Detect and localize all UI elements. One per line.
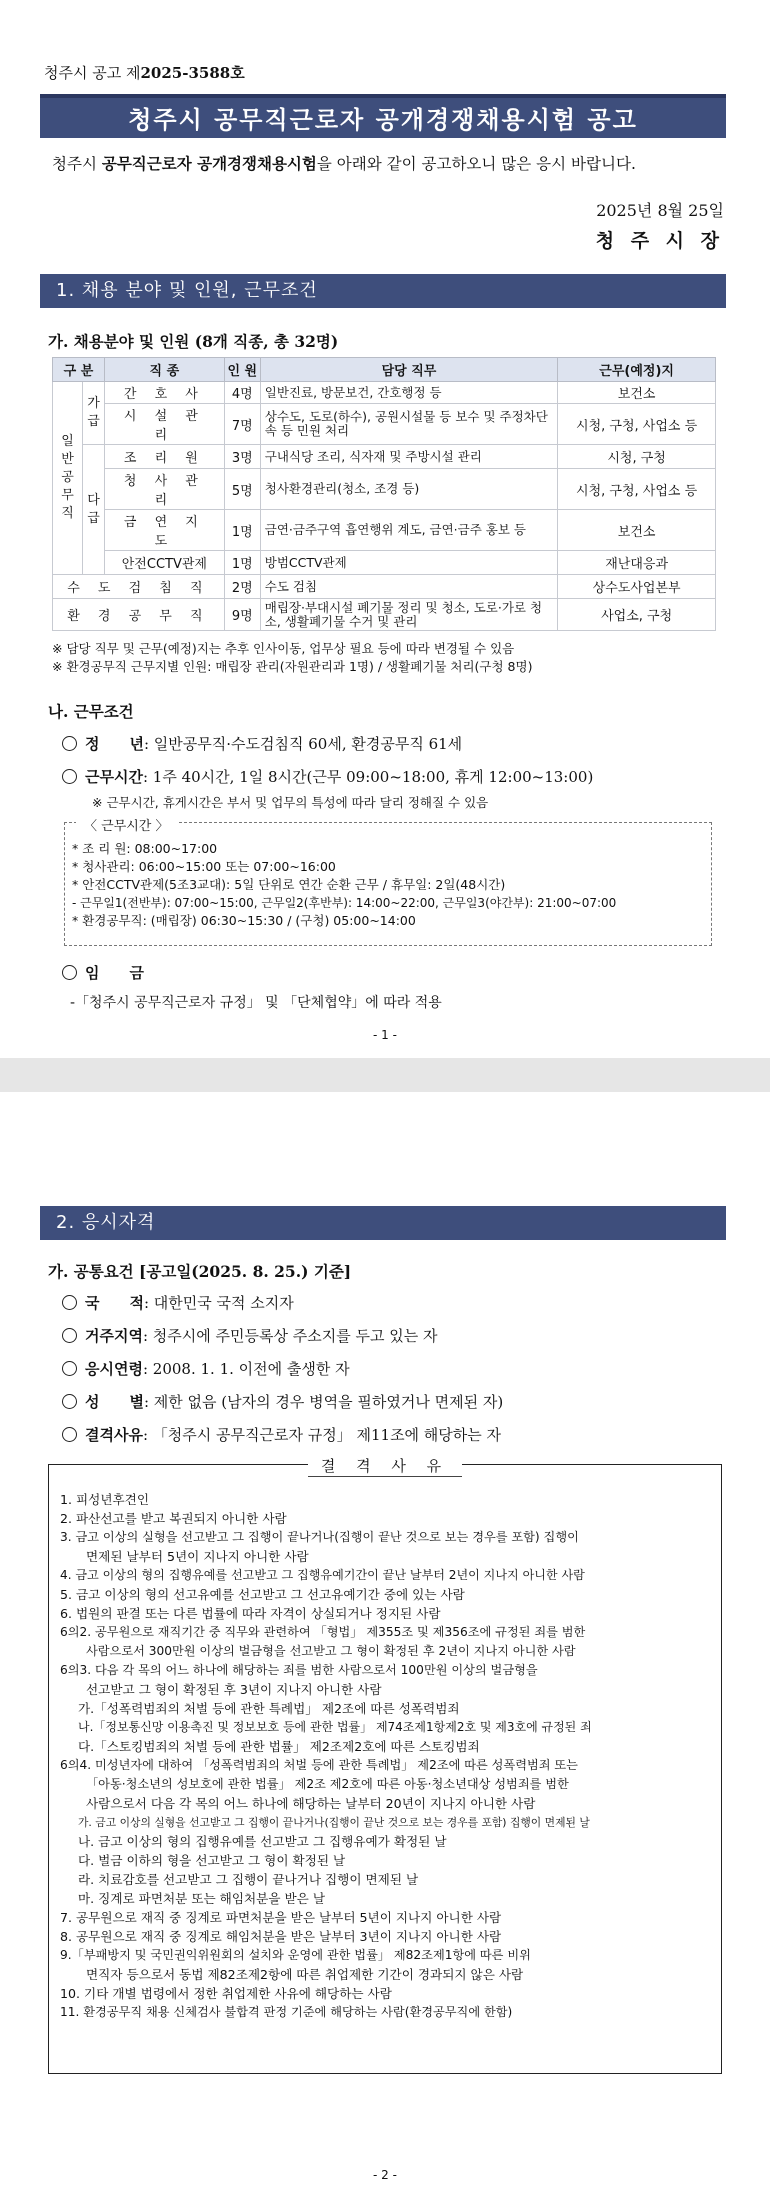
list-item: 라. 치료감호를 선고받고 그 집행이 끝나거나 집행이 면제된 날 — [78, 1872, 419, 1887]
place-cell: 보건소 — [558, 510, 716, 551]
count-cell: 9명 — [224, 599, 260, 631]
list-item: 3. 금고 이상의 실형을 선고받고 그 집행이 끝나거나(집행이 끝난 것으로 보는 경우를 포함) 집행이 — [60, 1530, 579, 1544]
table-header-row — [53, 358, 716, 382]
circle-bullet-icon — [62, 769, 77, 784]
section-1-header: 1. 채용 분야 및 인원, 근무조건 — [40, 274, 726, 308]
list-item: 5. 금고 이상의 형의 선고유예를 선고받고 그 선고유예기간 중에 있는 사람 — [60, 1587, 465, 1602]
job-cell: 금 연 지 도 — [104, 510, 224, 551]
count-cell: 1명 — [224, 510, 260, 551]
place-cell: 시청, 구청, 사업소 등 — [558, 404, 716, 445]
list-item: 6. 법원의 판결 또는 다른 법률에 따라 자격이 상실되거나 정지된 사람 — [60, 1606, 441, 1621]
req-age: 응시연령: 2008. 1. 1. 이전에 출생한 자 — [62, 1358, 350, 1379]
list-item: 다.「스토킹범죄의 처벌 등에 관한 법률」 제2조제2호에 따른 스토킹범죄 — [78, 1739, 480, 1754]
page-number-1: - 1 - — [373, 1028, 397, 1042]
count-cell: 5명 — [224, 469, 260, 510]
group-da: 다급 — [82, 445, 104, 575]
table-row — [53, 510, 716, 551]
page-number-2: - 2 - — [373, 2168, 397, 2182]
hours-note: ※ 근무시간, 휴게시간은 부서 및 업무의 특성에 따라 달리 정해질 수 있음 — [92, 795, 489, 810]
subheading-recruitment: 가. 채용분야 및 인원 (8개 직종, 총 32명) — [48, 332, 339, 351]
list-item: 면직자 등으로서 동법 제82조제2항에 따른 취업제한 기간이 경과되지 않은 사람 — [86, 1967, 524, 1982]
note-line: ※ 환경공무직 근무지별 인원: 매립장 관리(자원관리과 1명) / 생활폐기물 처리(구청 8명) — [52, 659, 533, 674]
list-item: 2. 파산선고를 받고 복권되지 아니한 사람 — [60, 1511, 287, 1526]
hours-box-title: 〈 근무시간 〉 — [76, 815, 177, 834]
table-row — [53, 599, 716, 631]
work-hours: 근무시간: 1주 40시간, 1일 8시간(근무 09:00~18:00, 휴게 12:00~13:00) — [62, 766, 593, 787]
table-row — [53, 469, 716, 510]
job-cell: 안전CCTV관제 — [104, 551, 224, 575]
list-item: 6의2. 공무원으로 재직기간 중 직무와 관련하여 「형법」 제355조 및 제356조에 규정된 죄를 범한 — [60, 1625, 586, 1639]
circle-bullet-icon — [62, 1361, 77, 1376]
wage: 임 금 — [62, 962, 144, 983]
subheading-common-requirements: 가. 공통요건 [공고일(2025. 8. 25.) 기준] — [48, 1262, 352, 1281]
list-item: 8. 공무원으로 재직 중 징계로 해임처분을 받은 날부터 3년이 지나지 아니한 사람 — [60, 1929, 502, 1944]
duty-cell: 상수도, 도로(하수), 공원시설물 등 보수 및 주정차단속 등 민원 처리 — [260, 404, 557, 445]
disqualification-list — [60, 1490, 720, 2022]
list-item: 6의4. 미성년자에 대하여 「성폭력범죄의 처벌 등에 관한 특례법」 제2조에 따른 성폭력범죄 또는 — [60, 1758, 578, 1772]
table-notes — [52, 640, 532, 676]
group-ga: 가급 — [82, 382, 104, 445]
header-category: 구 분 — [53, 358, 105, 382]
header-place: 근무(예정)지 — [558, 358, 716, 382]
notice-date: 2025년 8월 25일 — [596, 201, 724, 220]
count-cell: 1명 — [224, 551, 260, 575]
table-row — [53, 445, 716, 469]
list-item: 사람으로서 다음 각 목의 어느 하나에 해당하는 날부터 20년이 지나지 아니한 사람 — [86, 1796, 536, 1811]
hours-detail-list — [72, 840, 616, 930]
job-cell: 조 리 원 — [104, 445, 224, 469]
duty-cell: 금연·금주구역 흡연행위 계도, 금연·금주 홍보 등 — [260, 510, 557, 551]
place-cell: 시청, 구청 — [558, 445, 716, 469]
list-item: 「아동·청소년의 성보호에 관한 법률」 제2조 제2호에 따른 아동·청소년대상 성범죄를 범한 — [86, 1777, 569, 1791]
list-item: 7. 공무원으로 재직 중 징계로 파면처분을 받은 날부터 5년이 지나지 아니한 사람 — [60, 1910, 502, 1925]
list-item: 10. 기타 개별 법령에서 정한 취업제한 사유에 해당하는 사람 — [60, 1986, 392, 2001]
table-row — [53, 575, 716, 599]
req-gender: 성 별: 제한 없음 (남자의 경우 병역을 필하였거나 면제된 자) — [62, 1391, 503, 1412]
intro-text: 청주시 공무직근로자 공개경쟁채용시험을 아래와 같이 공고하오니 많은 응시 바랍니다. — [52, 154, 636, 173]
list-item: * 환경공무직: (매립장) 06:30~15:30 / (구청) 05:00~14:00 — [72, 913, 416, 928]
duty-cell: 구내식당 조리, 식자재 및 주방시설 관리 — [260, 445, 557, 469]
table-row — [53, 382, 716, 404]
count-cell: 3명 — [224, 445, 260, 469]
job-cell: 수 도 검 침 직 — [53, 575, 225, 599]
job-cell: 간 호 사 — [104, 382, 224, 404]
list-item: 1. 피성년후견인 — [60, 1492, 150, 1507]
req-disqualification: 결격사유: 「청주시 공무직근로자 규정」 제11조에 해당하는 자 — [62, 1424, 501, 1445]
duty-cell: 일반진료, 방문보건, 간호행정 등 — [260, 382, 557, 404]
list-item: 4. 금고 이상의 형의 집행유예를 선고받고 그 집행유예기간이 끝난 날부터 2년이 지나지 아니한 사람 — [60, 1568, 585, 1582]
circle-bullet-icon — [62, 965, 77, 980]
place-cell: 보건소 — [558, 382, 716, 404]
group-general: 일반공무직 — [53, 382, 83, 575]
circle-bullet-icon — [62, 1427, 77, 1442]
place-cell: 재난대응과 — [558, 551, 716, 575]
duty-cell: 수도 검침 — [260, 575, 557, 599]
list-item: - 근무일1(전반부): 07:00~15:00, 근무일2(후반부): 14:00~22:00, 근무일3(야간부): 21:00~07:00 — [72, 896, 617, 910]
list-item: 9.「부패방지 및 국민권익위원회의 설치와 운영에 관한 법률」 제82조제1항에 따른 비위 — [60, 1948, 531, 1962]
duty-cell: 매립장·부대시설 폐기물 정리 및 청소, 도로·가로 청소, 생활폐기물 수거 및 관리 — [260, 599, 557, 631]
list-item: 가. 금고 이상의 실형을 선고받고 그 집행이 끝나거나(집행이 끝난 것으로 보는 경우를 포함) 집행이 면제된 날 — [78, 1816, 590, 1829]
list-item: * 안전CCTV관제(5조3교대): 5일 단위로 연간 순환 근무 / 휴무일: 2일(48시간) — [72, 877, 506, 892]
list-item: 나.「정보통신망 이용촉진 및 정보보호 등에 관한 법률」 제74조제1항제2호 및 제3호에 규정된 죄 — [78, 1720, 592, 1734]
list-item: 사람으로서 300만원 이상의 벌금형을 선고받고 그 형이 확정된 후 2년이 지나지 아니한 사람 — [86, 1644, 576, 1658]
count-cell: 2명 — [224, 575, 260, 599]
circle-bullet-icon — [62, 1328, 77, 1343]
list-item: 면제된 날부터 5년이 지나지 아니한 사람 — [86, 1549, 309, 1564]
list-item: * 청사관리: 06:00~15:00 또는 07:00~16:00 — [72, 859, 336, 874]
list-item: 11. 환경공무직 채용 신체검사 불합격 판정 기준에 해당하는 사람(환경공무직에 한함) — [60, 2005, 513, 2019]
table-row — [53, 551, 716, 575]
list-item: 나. 금고 이상의 형의 집행유예를 선고받고 그 집행유예가 확정된 날 — [78, 1834, 447, 1849]
header-count: 인 원 — [224, 358, 260, 382]
list-item: 6의3. 다음 각 목의 어느 하나에 해당하는 죄를 범한 사람으로서 100만원 이상의 벌금형을 — [60, 1663, 538, 1677]
place-cell: 상수도사업본부 — [558, 575, 716, 599]
req-nationality: 국 적: 대한민국 국적 소지자 — [62, 1292, 294, 1313]
circle-bullet-icon — [62, 1295, 77, 1310]
note-line: ※ 담당 직무 및 근무(예정)지는 추후 인사이동, 업무상 필요 등에 따라 변경될 수 있음 — [52, 641, 515, 656]
list-item: 다. 벌금 이하의 형을 선고받고 그 형이 확정된 날 — [78, 1853, 346, 1868]
req-residence: 거주지역: 청주시에 주민등록상 주소지를 두고 있는 자 — [62, 1325, 437, 1346]
duty-cell: 청사환경관리(청소, 조경 등) — [260, 469, 557, 510]
list-item: 마. 징계로 파면처분 또는 해임처분을 받은 날 — [78, 1891, 326, 1906]
disqualification-title: 결 격 사 유 — [308, 1455, 462, 1477]
count-cell: 7명 — [224, 404, 260, 445]
section-2-header: 2. 응시자격 — [40, 1206, 726, 1240]
job-cell: 환 경 공 무 직 — [53, 599, 225, 631]
circle-bullet-icon — [62, 1394, 77, 1409]
list-item: * 조 리 원: 08:00~17:00 — [72, 841, 218, 856]
notice-title: 청주시 공무직근로자 공개경쟁채용시험 공고 — [40, 94, 726, 138]
duty-cell: 방범CCTV관제 — [260, 551, 557, 575]
wage-text: -「청주시 공무직근로자 규정」 및 「단체협약」에 따라 적용 — [70, 995, 442, 1011]
job-cell: 청 사 관 리 — [104, 469, 224, 510]
list-item: 선고받고 그 형이 확정된 후 3년이 지나지 아니한 사람 — [86, 1682, 382, 1697]
table-row — [53, 404, 716, 445]
list-item: 가.「성폭력범죄의 처벌 등에 관한 특례법」 제2조에 따른 성폭력범죄 — [78, 1701, 460, 1716]
job-cell: 시 설 관 리 — [104, 404, 224, 445]
subheading-conditions: 나. 근무조건 — [48, 702, 134, 721]
issuer: 청 주 시 장 — [595, 230, 724, 252]
header-job: 직 종 — [104, 358, 224, 382]
count-cell: 4명 — [224, 382, 260, 404]
recruitment-table — [52, 357, 716, 631]
header-duty: 담당 직무 — [260, 358, 557, 382]
place-cell: 사업소, 구청 — [558, 599, 716, 631]
place-cell: 시청, 구청, 사업소 등 — [558, 469, 716, 510]
notice-number: 청주시 공고 제2025-3588호 — [44, 64, 245, 82]
retirement-age: 정 년: 일반공무직·수도검침직 60세, 환경공무직 61세 — [62, 733, 462, 754]
circle-bullet-icon — [62, 736, 77, 751]
